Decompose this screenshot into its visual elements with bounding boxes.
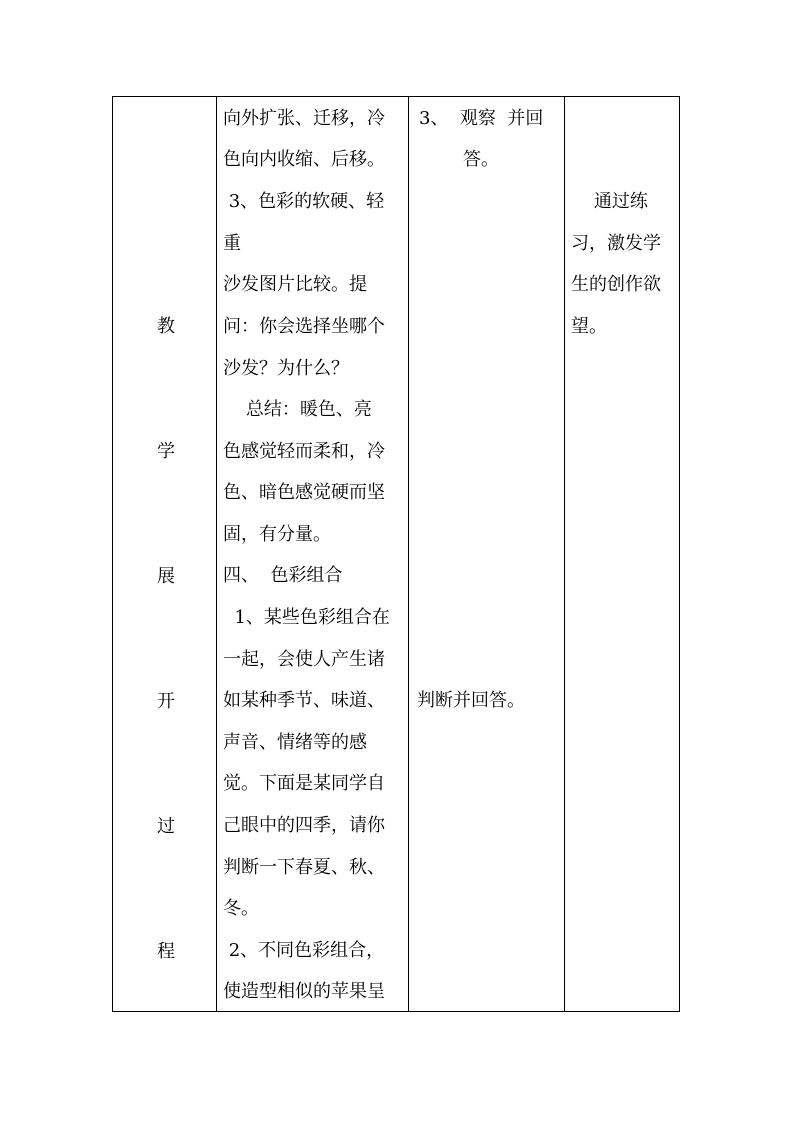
activity-observe-line: 3、 观察 并回 — [419, 108, 544, 129]
activity-observe-line: 答。 — [463, 149, 499, 170]
content-line: 固，有分量。 — [223, 524, 331, 545]
design-intent-column — [565, 97, 679, 1011]
content-line: 问：你会选择坐哪个 — [223, 316, 385, 337]
content-line: 总结：暖色、亮 — [223, 399, 372, 420]
intent-line: 习，激发学 — [571, 233, 661, 254]
section-label-char: 过 — [157, 816, 175, 837]
content-line: 判断一下春夏、秋、 — [223, 857, 385, 878]
content-line: 己眼中的四季，请你 — [223, 815, 385, 836]
content-line: 冬。 — [223, 898, 259, 919]
content-line: 3、色彩的软硬、轻 — [223, 191, 385, 212]
content-line: 色、暗色感觉硬而坚 — [223, 482, 385, 503]
content-line: 一起，会使人产生诸 — [223, 649, 385, 670]
content-line: 使造型相似的苹果呈 — [223, 981, 385, 1002]
content-line: 四、 色彩组合 — [223, 565, 343, 586]
section-label-char: 程 — [157, 941, 175, 962]
student-activity-column — [409, 97, 565, 1011]
teaching-content-column — [217, 97, 409, 1011]
content-line: 向外扩张、迁移，冷 — [223, 108, 385, 129]
content-line: 沙发图片比较。提 — [223, 274, 367, 295]
content-line: 色感觉轻而柔和，冷 — [223, 441, 385, 462]
section-label-char: 学 — [157, 441, 175, 462]
content-line: 如某种季节、味道、 — [223, 690, 385, 711]
content-line: 觉。下面是某同学自 — [223, 773, 385, 794]
lesson-plan-table — [112, 96, 680, 1012]
intent-line: 通过练 — [571, 191, 648, 212]
section-label-char: 教 — [157, 316, 175, 337]
content-line: 1、某些色彩组合在 — [223, 607, 390, 628]
activity-judge-line: 判断并回答。 — [417, 690, 525, 711]
content-line: 色向内收缩、后移。 — [223, 149, 385, 170]
intent-line: 生的创作欲 — [571, 274, 661, 295]
section-label-char: 开 — [157, 691, 175, 712]
content-line: 重 — [223, 233, 241, 254]
content-line: 声音、情绪等的感 — [223, 732, 367, 753]
content-line: 沙发？为什么？ — [223, 358, 349, 379]
content-line: 2、不同色彩组合， — [223, 940, 385, 961]
intent-line: 望。 — [571, 316, 607, 337]
section-label-column — [113, 97, 217, 1011]
section-label-char: 展 — [157, 566, 175, 587]
